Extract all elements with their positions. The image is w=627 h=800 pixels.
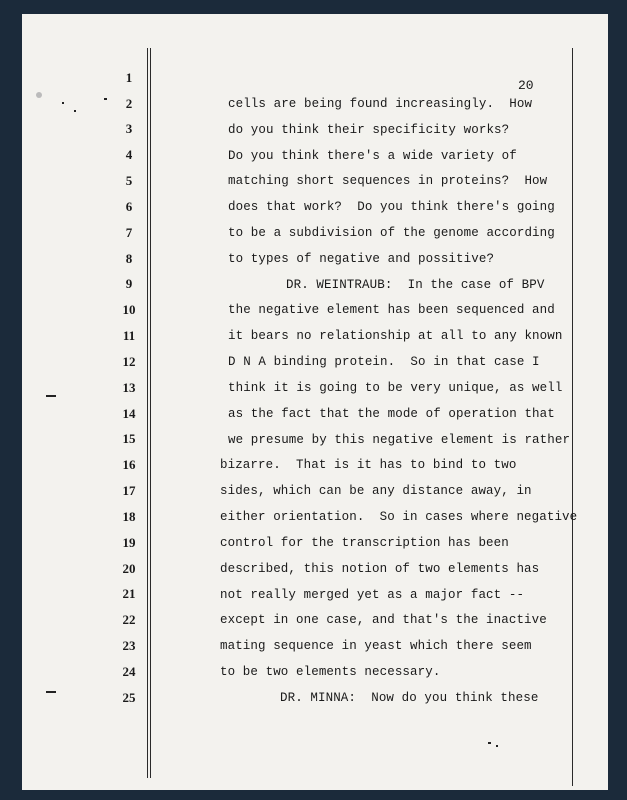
line-number: 10: [122, 302, 136, 317]
line-number: 2: [125, 96, 133, 111]
line-number: 3: [125, 121, 133, 136]
scan-speck: [74, 110, 76, 112]
line-number: 23: [122, 638, 136, 653]
scan-mark: [46, 691, 56, 693]
scan-mark: [46, 395, 56, 397]
line-number: 21: [122, 586, 136, 601]
line-number: 20: [122, 561, 136, 576]
scan-speck: [36, 92, 42, 98]
line-number: 24: [122, 664, 136, 679]
transcript-line: to be two elements necessary.: [220, 665, 441, 679]
transcript-page: [22, 14, 608, 790]
line-number: 14: [122, 406, 136, 421]
transcript-line: to be a subdivision of the genome according: [228, 226, 555, 240]
transcript-line: cells are being found increasingly. How: [228, 97, 533, 111]
line-number: 22: [122, 612, 136, 627]
speaker-line: DR. WEINTRAUB: In the case of BPV: [286, 278, 545, 292]
transcript-line: we presume by this negative element is rather: [228, 433, 571, 447]
line-number: 11: [122, 328, 136, 343]
transcript-line: Do you think there's a wide variety of: [228, 149, 517, 163]
line-number: 15: [122, 431, 136, 446]
line-number: 9: [125, 276, 133, 291]
transcript-line: do you think their specificity works?: [228, 123, 510, 137]
line-number: 18: [122, 509, 136, 524]
line-number: 19: [122, 535, 136, 550]
scan-speck: [496, 745, 498, 747]
line-number: 5: [125, 173, 133, 188]
line-number: 13: [122, 380, 136, 395]
scan-speck: [104, 98, 107, 100]
transcript-line: it bears no relationship at all to any known: [228, 329, 563, 343]
left-margin-rule: [147, 48, 148, 778]
line-number: 4: [125, 147, 133, 162]
line-number: 6: [125, 199, 133, 214]
page-number: 20: [518, 78, 534, 93]
line-number: 12: [122, 354, 136, 369]
transcript-line: sides, which can be any distance away, in: [220, 484, 532, 498]
transcript-line: D N A binding protein. So in that case I: [228, 355, 540, 369]
transcript-line: think it is going to be very unique, as well: [228, 381, 563, 395]
right-margin-rule: [572, 48, 573, 786]
transcript-line: the negative element has been sequenced and: [228, 303, 555, 317]
speaker-line: DR. MINNA: Now do you think these: [280, 691, 539, 705]
transcript-line: does that work? Do you think there's going: [228, 200, 555, 214]
transcript-line: matching short sequences in proteins? How: [228, 174, 548, 188]
line-number: 16: [122, 457, 136, 472]
transcript-line: except in one case, and that's the inactive: [220, 613, 547, 627]
line-number: 7: [125, 225, 133, 240]
line-number: 17: [122, 483, 136, 498]
left-margin-rule-inner: [150, 48, 151, 778]
transcript-line: bizarre. That is it has to bind to two: [220, 458, 517, 472]
transcript-line: either orientation. So in cases where negative: [220, 510, 578, 524]
transcript-line: to types of negative and possitive?: [228, 252, 495, 266]
line-number: 1: [125, 70, 133, 85]
transcript-line: control for the transcription has been: [220, 536, 509, 550]
transcript-line: not really merged yet as a major fact --: [220, 588, 525, 602]
line-number: 25: [122, 690, 136, 705]
transcript-line: described, this notion of two elements has: [220, 562, 540, 576]
transcript-line: mating sequence in yeast which there seem: [220, 639, 532, 653]
transcript-line: as the fact that the mode of operation that: [228, 407, 555, 421]
scan-speck: [62, 102, 64, 104]
line-number: 8: [125, 251, 133, 266]
scan-speck: [488, 742, 491, 744]
